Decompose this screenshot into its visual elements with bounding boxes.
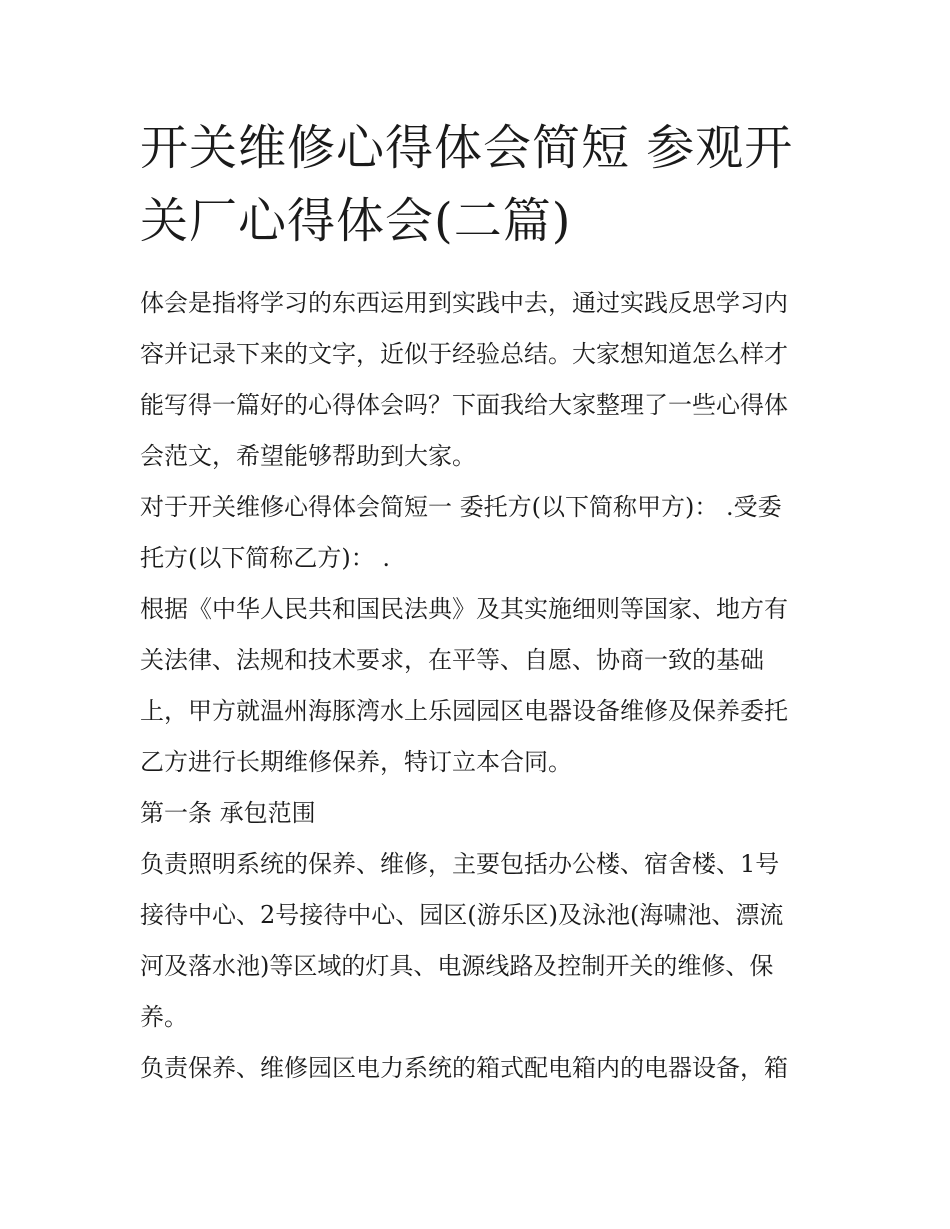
document-title — [140, 112, 820, 258]
text-line: 负责保养、维修园区电力系统的箱式配电箱内的电器设备，箱 — [140, 1054, 788, 1082]
text-line: 托方(以下简称乙方)： . — [140, 544, 390, 572]
paragraph-power — [140, 1043, 820, 1094]
text-line: 乙方进行长期维修保养，特订立本合同。 — [140, 748, 572, 776]
title-line: 开关维修心得体会简短 参观开 — [140, 120, 794, 176]
text-line: 养。 — [140, 1003, 188, 1031]
paragraph-intro — [140, 278, 820, 482]
text-line: 根据《中华人民共和国民法典》及其实施细则等国家、地方有 — [140, 595, 788, 623]
title-line: 关厂心得体会(二篇) — [140, 193, 572, 249]
text-line: 能写得一篇好的心得体会吗？下面我给大家整理了一些心得体 — [140, 391, 788, 419]
paragraph-parties — [140, 482, 820, 584]
paragraph-basis — [140, 584, 820, 788]
text-line: 对于开关维修心得体会简短一 委托方(以下简称甲方)： .受委 — [140, 493, 782, 521]
text-line: 上，甲方就温州海豚湾水上乐园园区电器设备维修及保养委托 — [140, 697, 788, 725]
text-line: 接待中心、2号接待中心、园区(游乐区)及泳池(海啸池、漂流 — [140, 901, 784, 929]
text-line: 会范文，希望能够帮助到大家。 — [140, 442, 476, 470]
text-line: 容并记录下来的文字，近似于经验总结。大家想知道怎么样才 — [140, 340, 788, 368]
text-line: 第一条 承包范围 — [140, 799, 316, 827]
section-heading — [140, 788, 820, 839]
text-line: 关法律、法规和技术要求，在平等、自愿、协商一致的基础 — [140, 646, 764, 674]
text-line: 负责照明系统的保养、维修，主要包括办公楼、宿舍楼、1号 — [140, 850, 780, 878]
text-line: 河及落水池)等区域的灯具、电源线路及控制开关的维修、保 — [140, 952, 774, 980]
document-body — [140, 278, 820, 1094]
paragraph-lighting — [140, 839, 820, 1043]
text-line: 体会是指将学习的东西运用到实践中去，通过实践反思学习内 — [140, 289, 788, 317]
